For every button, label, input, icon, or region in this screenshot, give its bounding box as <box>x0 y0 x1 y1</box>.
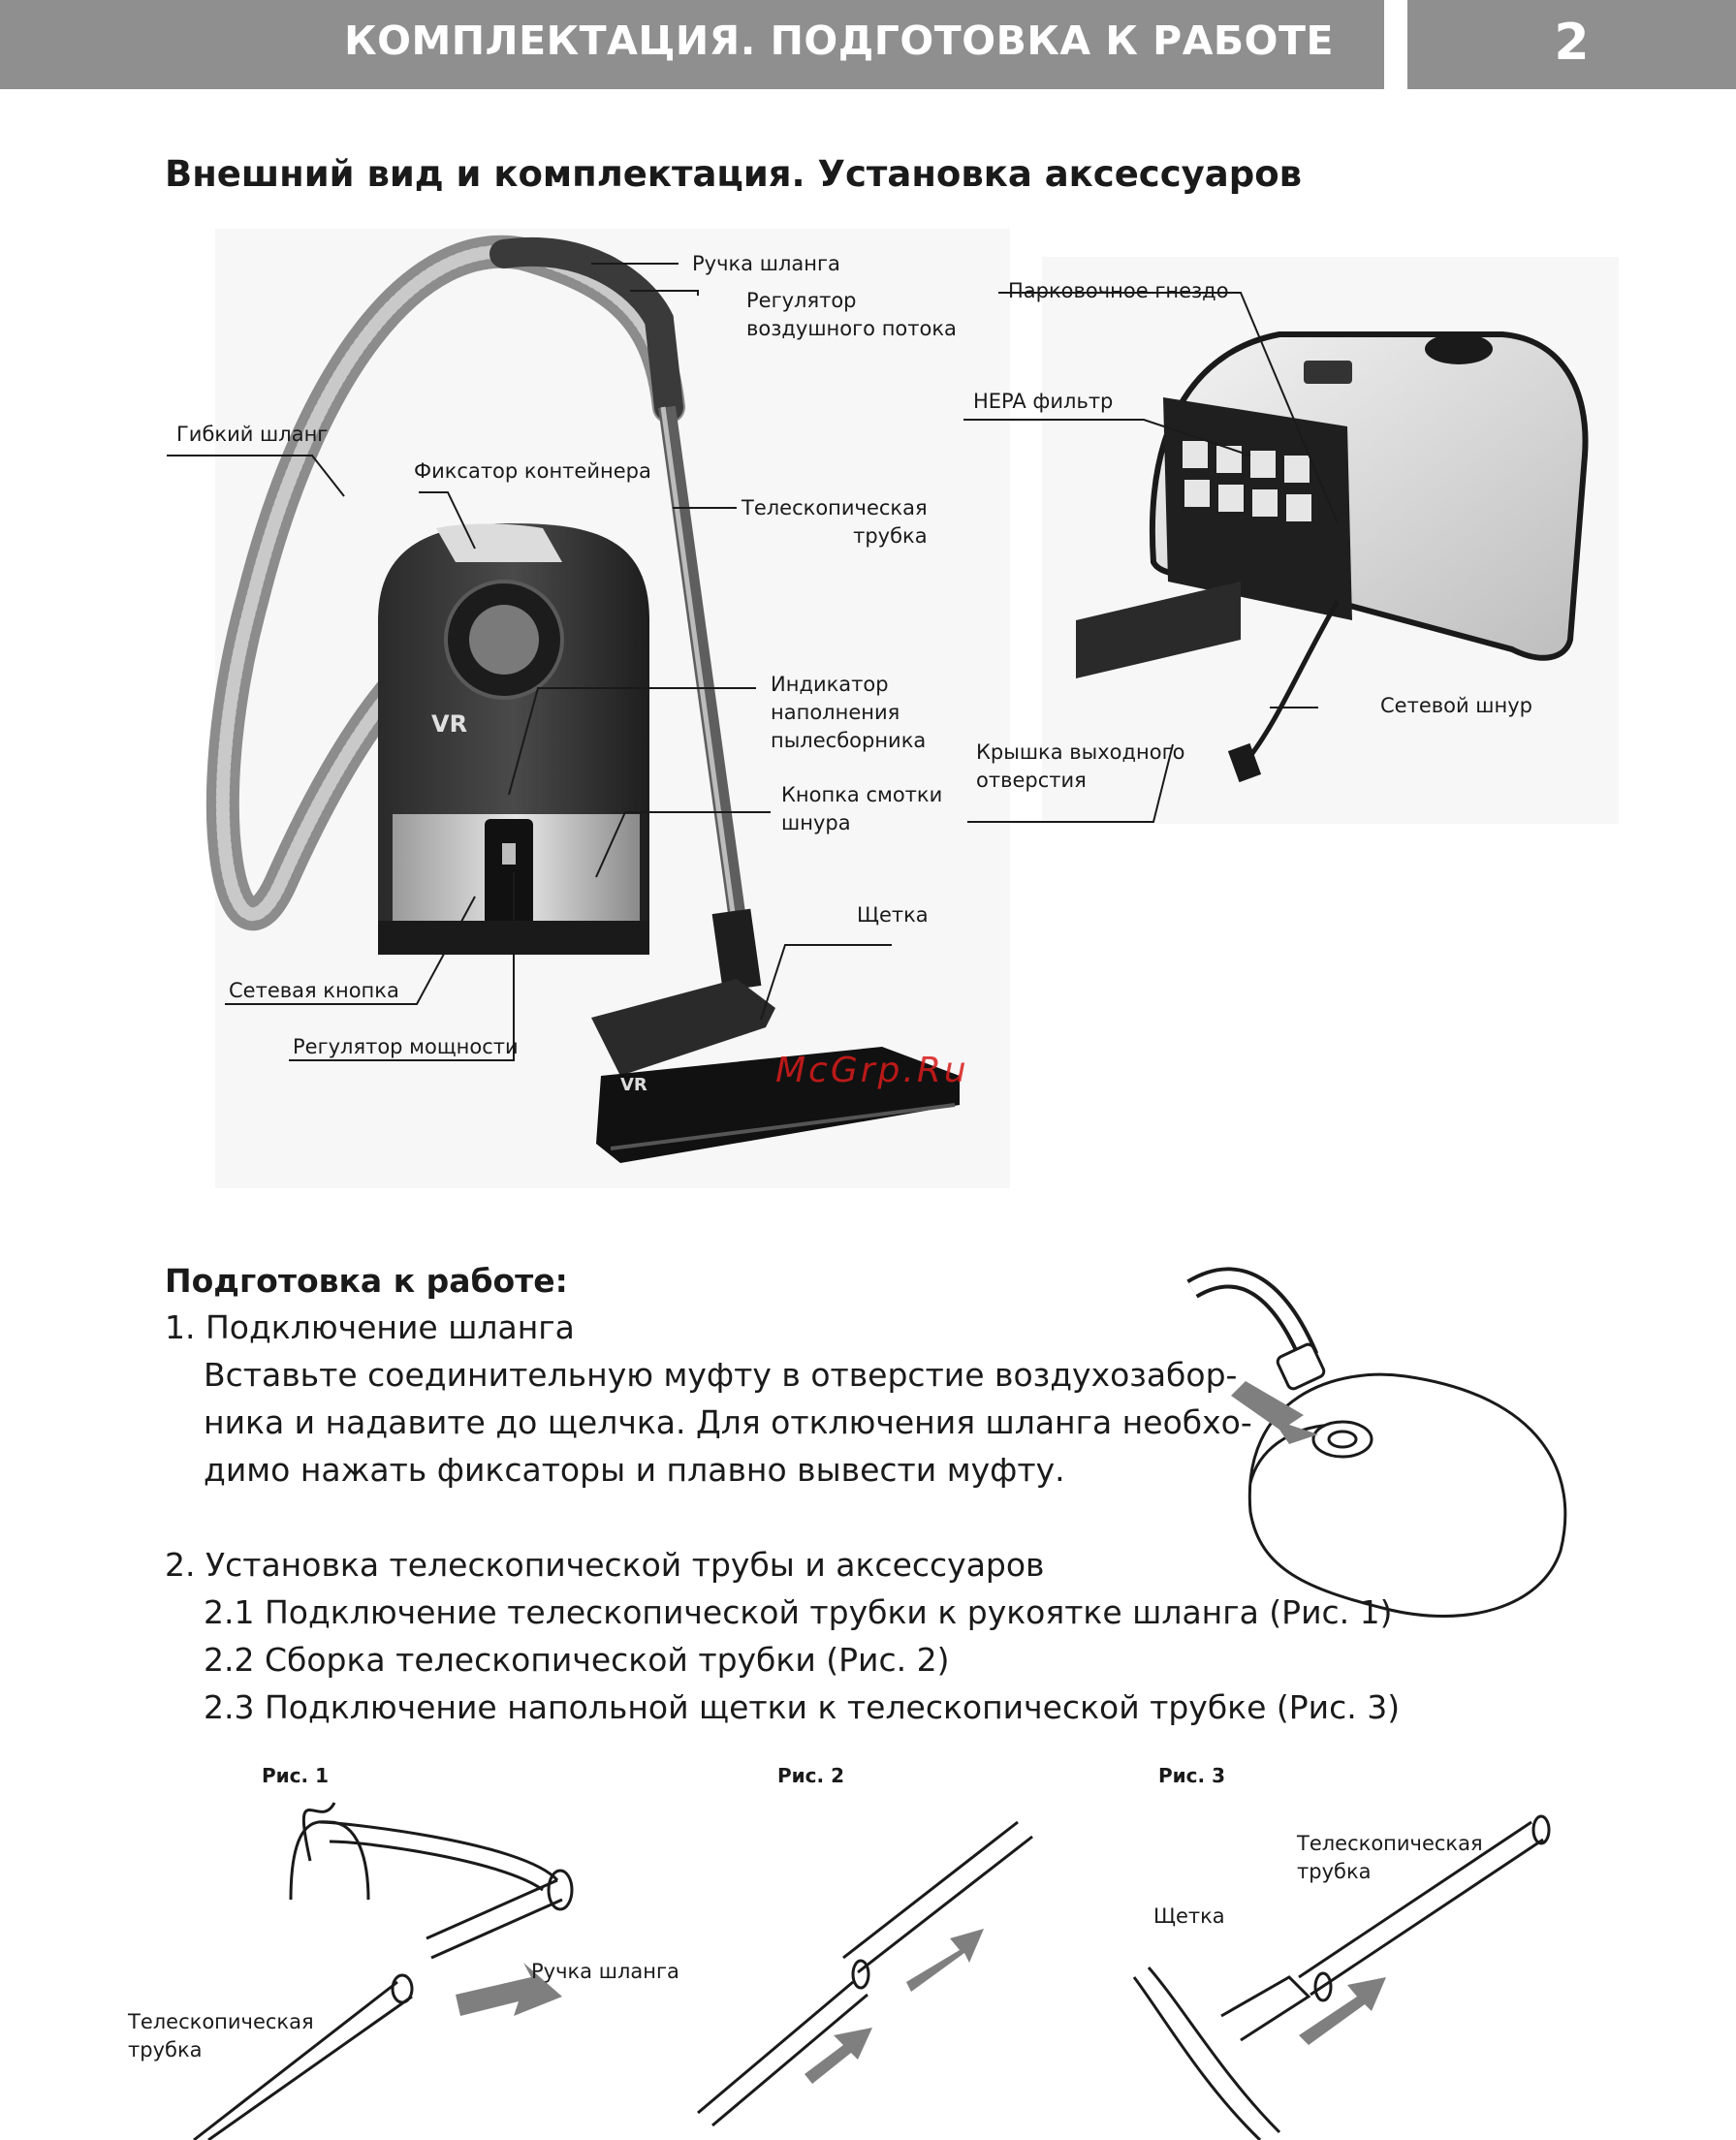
step2-item-2: 2.2 Сборка телескопической трубки (Рис. 2) <box>204 1641 950 1679</box>
step2-item-3: 2.3 Подключение напольной щетки к телескопической трубке (Рис. 3) <box>204 1688 1401 1726</box>
label-dust-indicator-line1: Индикатор <box>771 673 889 696</box>
fig1-tube-line1: Телескопическая <box>128 2010 314 2033</box>
label-power-cord: Сетевой шнур <box>1380 694 1532 717</box>
label-flexible-hose: Гибкий шланг <box>176 423 329 446</box>
label-parking-slot: Парковочное гнездо <box>1008 279 1229 302</box>
label-outlet-cover-line2: отверстия <box>976 769 1087 792</box>
step2-item-1: 2.1 Подключение телескопической трубки к рукоятке шланга (Рис. 1) <box>204 1593 1393 1631</box>
label-cord-rewind-button <box>781 781 942 837</box>
label-dust-indicator-line3: пылесборника <box>771 729 927 752</box>
fig1-label: Рис. 1 <box>262 1764 330 1787</box>
step2-list <box>204 1589 1400 1731</box>
step1-line3: димо нажать фиксаторы и плавно вывести муфту. <box>204 1451 1065 1489</box>
step2-title: 2. Установка телескопической трубы и аксессуаров <box>165 1546 1045 1584</box>
page-number: 2 <box>1554 14 1590 72</box>
svg-text:VR: VR <box>620 1075 647 1095</box>
label-airflow-regulator-line1: Регулятор <box>746 289 857 312</box>
label-brush: Щетка <box>857 903 929 927</box>
fig3-tube-line1: Телескопическая <box>1297 1832 1483 1855</box>
label-dust-indicator-line2: наполнения <box>771 701 900 724</box>
label-telescopic-tube-line2: трубка <box>853 524 928 548</box>
label-outlet-cover-line1: Крышка выходного <box>976 740 1185 764</box>
label-hose-handle: Ручка шланга <box>692 252 840 275</box>
fig2-label: Рис. 2 <box>777 1764 845 1787</box>
label-outlet-cover <box>976 739 1184 795</box>
fig1-tube-line2: трубка <box>128 2038 203 2061</box>
step1-line2: ника и надавите до щелчка. Для отключения шланга необхо- <box>204 1403 1252 1441</box>
label-telescopic-tube-line1: Телескопическая <box>742 496 928 519</box>
step1-body <box>204 1351 1252 1494</box>
step1-line1: Вставьте соединительную муфту в отверстие воздухозабор- <box>204 1356 1238 1394</box>
label-dust-indicator <box>771 671 926 755</box>
header-title: КОМПЛЕКТАЦИЯ. ПОДГОТОВКА К РАБОТЕ <box>344 17 1334 64</box>
fig1-tube-label <box>128 2008 314 2064</box>
label-telescopic-tube <box>742 494 928 551</box>
fig3-tube-line2: трубка <box>1297 1860 1372 1883</box>
watermark: McGrp.Ru <box>775 1051 969 1090</box>
label-cord-rewind-line1: Кнопка смотки <box>781 783 943 806</box>
fig1-handle-label: Ручка шланга <box>531 1960 679 1983</box>
label-airflow-regulator-line2: воздушного потока <box>746 317 957 340</box>
label-hepa-filter: HEPA фильтр <box>973 390 1114 413</box>
fig3-brush-label: Щетка <box>1153 1904 1225 1928</box>
prep-title: Подготовка к работе: <box>165 1262 568 1300</box>
fig3-tube-label <box>1297 1830 1483 1886</box>
section-title: Внешний вид и комплектация. Установка аксессуаров <box>165 153 1303 195</box>
label-container-lock: Фиксатор контейнера <box>414 459 651 483</box>
label-cord-rewind-line2: шнура <box>781 811 851 834</box>
step1-title: 1. Подключение шланга <box>165 1308 575 1346</box>
label-power-regulator: Регулятор мощности <box>293 1035 519 1058</box>
label-airflow-regulator <box>746 287 957 343</box>
label-power-button: Сетевая кнопка <box>229 979 399 1002</box>
fig3-label: Рис. 3 <box>1158 1764 1226 1787</box>
svg-text:VR: VR <box>431 710 468 738</box>
